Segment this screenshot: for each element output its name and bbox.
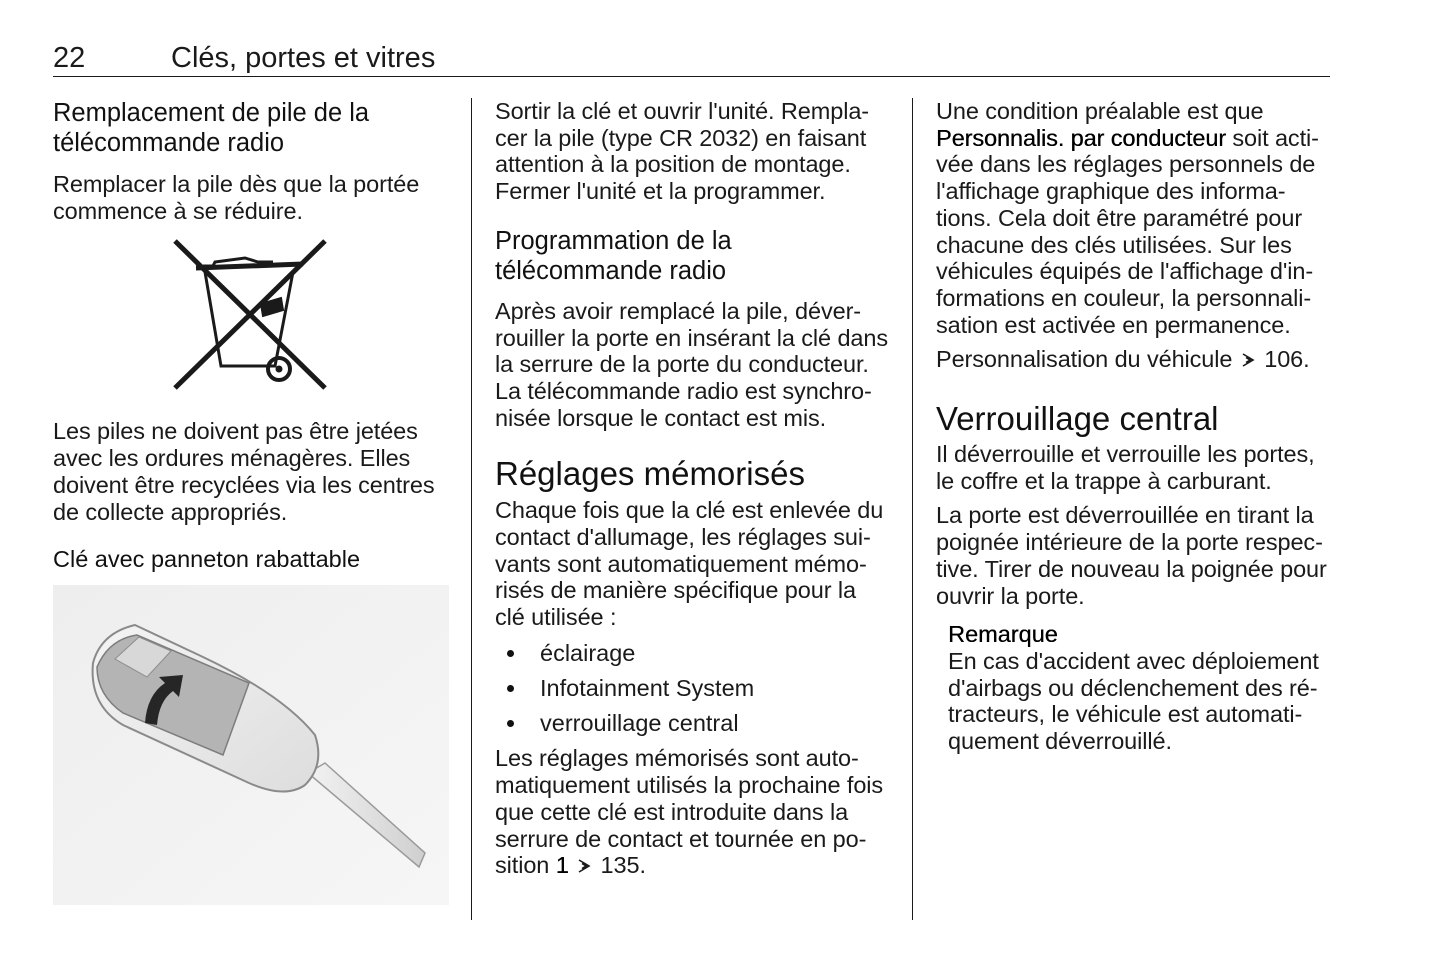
setting-name: Personnalis. par conducteur <box>936 124 1226 151</box>
memory-items-list <box>495 640 893 737</box>
key-caption: Clé avec panneton rabattable <box>53 546 361 573</box>
battery-steps: Sortir la clé et ouvrir l'unité. Rempla- cer la pile (type CR 2032) en faisant attention à la position de montage. Fermer l'unité et la programmer. <box>495 98 870 205</box>
list-item: verrouillage central <box>495 710 893 737</box>
section-heading-central-locking: Verrouillage central <box>936 400 1219 438</box>
page-reference-icon <box>1240 351 1256 369</box>
central-door-text: La porte est déverrouillée en tirant la poignée intérieure de la porte respec- tive. Tirer de nouveau la poignée pour ouvrir la porte. <box>936 502 1327 609</box>
column-1 <box>53 98 453 905</box>
section-heading-memory: Réglages mémorisés <box>495 455 805 493</box>
column-divider <box>912 98 913 920</box>
central-intro: Il déverrouille et verrouille les portes, le coffre et la trappe à carburant. <box>936 441 1315 494</box>
note-title: Remarque <box>948 621 1058 648</box>
crossed-bin-icon <box>53 236 453 396</box>
column-3 <box>936 98 1336 755</box>
section-heading-battery: Remplacement de pile de la télécommande radio <box>53 99 370 157</box>
battery-intro: Remplacer la pile dès que la portée commence à se réduire. <box>53 171 420 224</box>
list-item: Infotainment System <box>495 675 893 702</box>
disposal-text: Les piles ne doivent pas être jetées avec les ordures ménagères. Elles doivent être recyclées via les centres de collecte appropriés. <box>53 418 435 525</box>
column-2 <box>495 98 893 879</box>
condition-text: Une condition préalable est que Personnalis. par conducteur soit acti- vée dans les réglages personnels de l'affichage graphique des informa- tions. Cela doit être paramétré pour chacune des clés utilisées. Sur les véhicules équipés de l'affichage d'in- formations en couleur, la personnali- sation est activée en permanence. <box>936 98 1319 338</box>
flip-key-illustration <box>53 585 449 905</box>
page-reference-link[interactable]: 106. <box>1257 346 1310 373</box>
page-number: 22 <box>53 42 86 74</box>
note-text: En cas d'accident avec déploiement d'airbags ou déclenchement des ré- tracteurs, le véhicule est automati- quement déverrouillé. <box>948 647 1319 755</box>
programming-text: Après avoir remplacé la pile, déver- rouiller la porte en insérant la clé dans la serrure de la porte du conducteur. La télécommande radio est synchro- nisée lorsque le contact est mis. <box>495 297 889 431</box>
page-header <box>53 42 1330 77</box>
note-box <box>948 621 1336 755</box>
page-reference-icon <box>576 857 592 875</box>
page-reference-link[interactable]: 135. <box>594 852 646 879</box>
bullet-icon <box>507 650 514 657</box>
column-divider <box>471 98 472 920</box>
running-title: Clés, portes et vitres <box>171 42 436 74</box>
personalisation-ref-text: Personnalisation du véhicule 106. <box>936 346 1310 373</box>
memory-usage-text: Les réglages mémorisés sont auto- matiquement utilisés la prochaine fois que cette clé est introduite dans la serrure de contact et tournée en po- sition 1 135. <box>495 745 884 879</box>
memory-intro: Chaque fois que la clé est enlevée du contact d'allumage, les réglages sui- vants sont automatiquement mémo- risés de manière spécifique pour la clé utilisée : <box>495 497 884 631</box>
bullet-icon <box>507 685 514 692</box>
list-item: éclairage <box>495 640 893 667</box>
bullet-icon <box>507 720 514 727</box>
section-heading-programming: Programmation de la télécommande radio <box>495 226 732 285</box>
